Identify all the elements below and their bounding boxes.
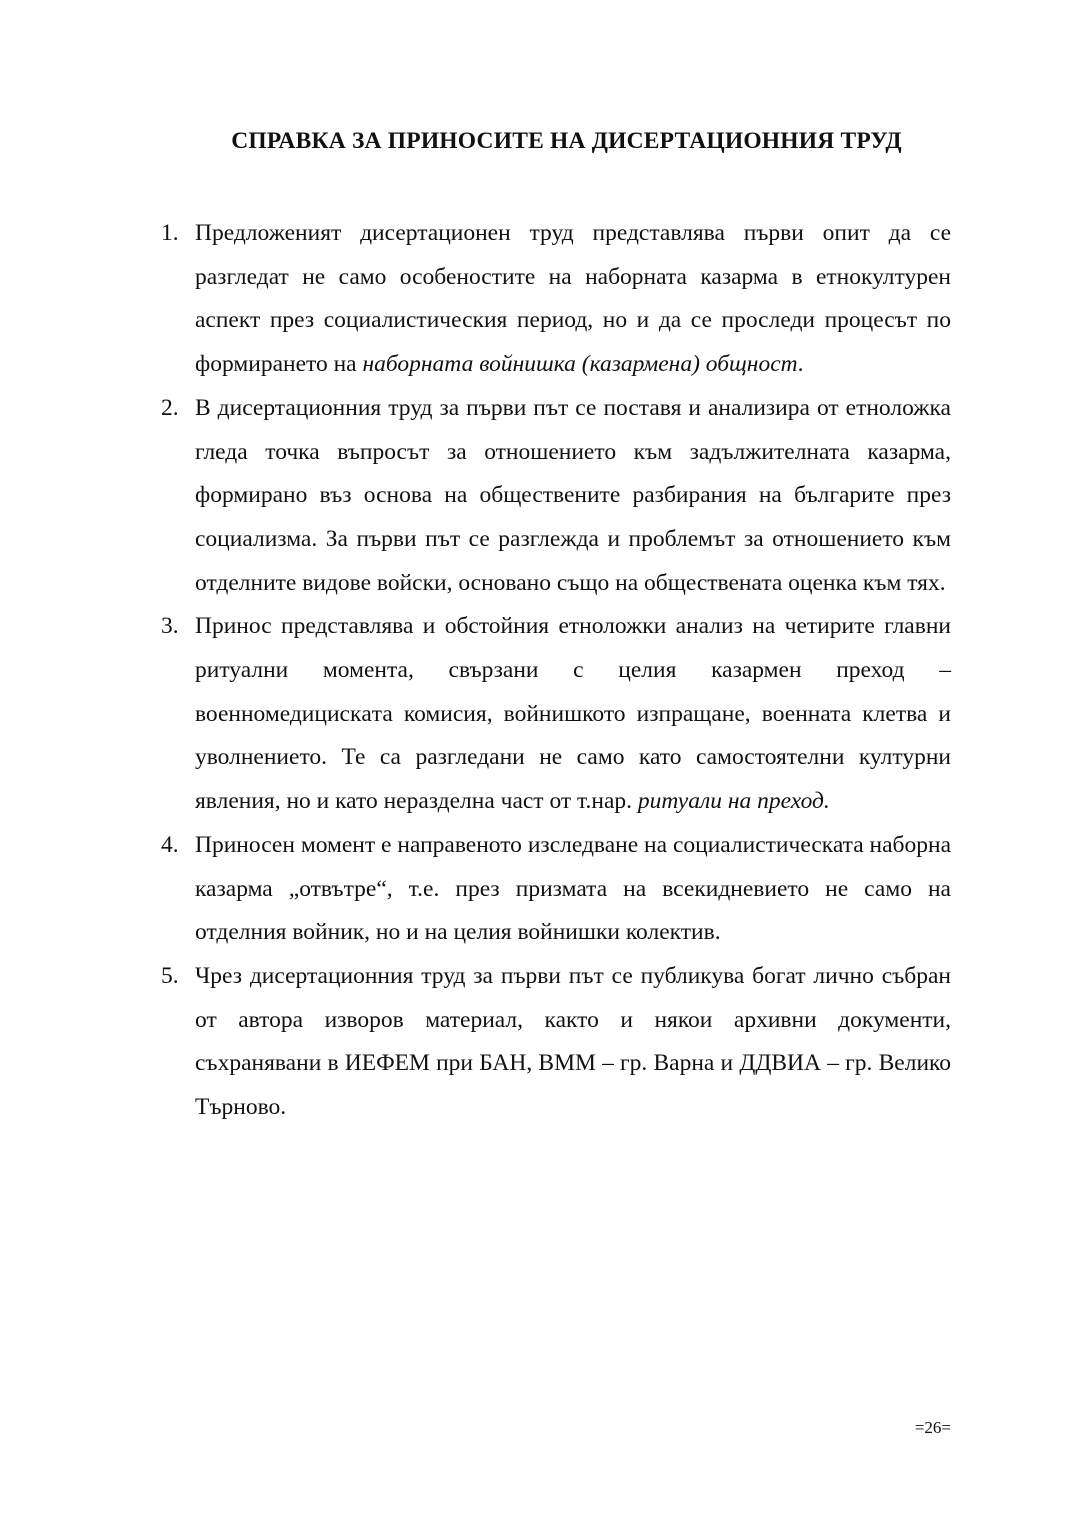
item-text: Принос представлява и обстойния етноложки анализ на четирите главни ритуални момента, свързани с целия казармен преход – военномедицискaта комисия, войнишкото изпращане, военната клетва и уволнението. Те са разгледани не само като самостоятелни културни явления, но и като неразделна част от т.нар. ритуали на преход. (195, 613, 951, 815)
item-italic-text: наборната войнишка (казармена) общност (362, 351, 798, 378)
page-number: =26= (914, 1418, 951, 1437)
item-text: Предложеният дисертационен труд представлява първи опит да се разгледат не само особеностите на наборната казарма в етнокултурен аспект през социалистическия период, но и да се проследи процесът по формирането на наборната войнишка (казармена) общност. (195, 220, 951, 378)
list-item (161, 212, 951, 387)
item-number: 5. (161, 962, 179, 989)
list-item (161, 605, 951, 824)
contributions-list (0, 212, 1080, 1130)
list-item (161, 955, 951, 1130)
item-number: 1. (161, 220, 179, 246)
item-italic-text: ритуали на преход. (637, 788, 830, 815)
list-item (161, 387, 951, 606)
item-number: 2. (161, 394, 179, 421)
item-number: 3. (161, 613, 179, 640)
item-number: 4. (161, 831, 179, 858)
list-item (161, 824, 951, 955)
page-title: СПРАВКА ЗА ПРИНОСИТЕ НА ДИСЕРТАЦИОННИЯ ТРУД (231, 128, 902, 154)
item-text: Чрез дисертационния труд за първи път се публикува богат лично събран от автора изворов материал, както и някои архивни документи, съхранявани в ИЕФЕМ при БАН, ВММ – гр. Варна и ДДВИА – гр. Велико Търново. (195, 962, 951, 1121)
item-text: В дисертационния труд за първи път се поставя и анализира от етноложка гледа точка въпросът за отношението към задължителната казарма, формирано въз основа на обществените разбирания на българите през социализма. За първи път се разглежда и проблемът за отношението към отделните видове войски, основано също на обществената оценка към тях. (195, 394, 951, 596)
item-text: Приносен момент е направеното изследване на социалистическата наборна казарма „отвътре“, т.е. през призмата на всекидневието не само на отделния войник, но и на целия войнишки колектив. (195, 831, 951, 946)
